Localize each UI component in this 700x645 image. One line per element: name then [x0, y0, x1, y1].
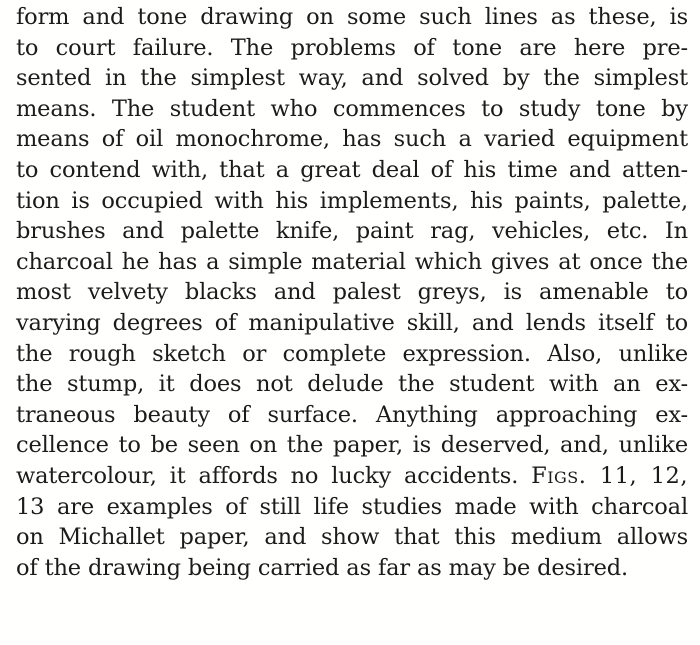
- text-line-2: to court failure. The problems of tone are here pre-: [16, 34, 688, 61]
- text-line-16: [16, 461, 688, 492]
- text-line-12: the rough sketch or complete expression. Also, unlike: [16, 340, 688, 367]
- text-line-13: the stump, it does not delude the student with an ex-: [16, 371, 688, 398]
- text-line-5: means of oil monochrome, has such a varied equipment: [16, 126, 688, 153]
- text-line-8: brushes and palette knife, paint rag, vehicles, etc. In: [16, 218, 688, 245]
- body-paragraph: [16, 2, 688, 583]
- text-line-16-main: watercolour, it affords no lucky accidents.: [16, 462, 519, 489]
- text-line-9: charcoal he has a simple material which gives at once the: [16, 248, 688, 275]
- text-line-17: 13 are examples of still life studies made with charcoal: [16, 493, 688, 520]
- text-line-3: sented in the simplest way, and solved by the simplest: [16, 65, 688, 92]
- text-line-7: tion is occupied with his implements, his paints, palette,: [16, 187, 688, 214]
- figure-reference: Figs. 11, 12,: [531, 462, 688, 489]
- text-line-4: means. The student who commences to study tone by: [16, 95, 688, 122]
- text-line-11: varying degrees of manipulative skill, and lends itself to: [16, 309, 688, 336]
- text-line-6: to contend with, that a great deal of his time and atten-: [16, 156, 688, 183]
- text-line-18: on Michallet paper, and show that this medium allows: [16, 524, 688, 551]
- text-line-1: form and tone drawing on some such lines as these, is: [16, 4, 688, 30]
- text-line-14: traneous beauty of surface. Anything approaching ex-: [16, 401, 688, 428]
- text-line-15: cellence to be seen on the paper, is deserved, and, unlike: [16, 432, 688, 459]
- text-line-10: most velvety blacks and palest greys, is amenable to: [16, 279, 688, 306]
- text-line-19: of the drawing being carried as far as may be desired.: [16, 554, 629, 581]
